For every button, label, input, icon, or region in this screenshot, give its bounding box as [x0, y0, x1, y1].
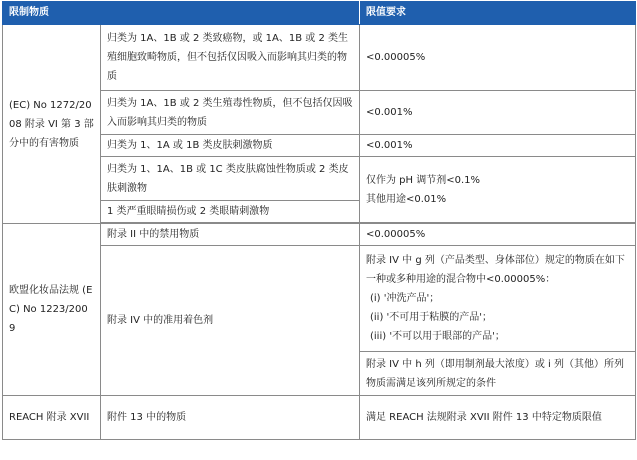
category-cosmetics-regulation: 欧盟化妆品法规 (EC) No 1223/2009 [3, 224, 101, 396]
limit-cell: 满足 REACH 法规附录 XVII 附件 13 中特定物质限值 [360, 396, 636, 440]
restriction-table [2, 1, 636, 440]
limit-line: (iii) '不可以用于眼部的产品'； [370, 331, 505, 342]
substance-cell: 归类为 1A、1B 或 2 类致癌物，或 1A、1B 或 2 类生殖细胞致畸物质，但不包括仅因吸入而影响其归类的物质 [101, 25, 360, 91]
table-row [3, 224, 636, 246]
table-row [3, 396, 636, 440]
substance-cell: 归类为 1、1A、1B 或 1C 类皮肤腐蚀性物质或 2 类皮肤刺激物 [101, 157, 360, 201]
limit-cell-ph [360, 157, 636, 223]
limit-line: (i) '冲洗产品'； [370, 293, 440, 304]
table-row [3, 25, 636, 91]
substance-cell: 附录 IV 中的准用着色剂 [101, 246, 360, 396]
table-header-row [3, 2, 636, 25]
limit-line: 附录 IV 中 g 列（产品类型、身体部位）规定的物质在如下一种或多种用途的混合物中<0.00005%： [366, 255, 625, 285]
limit-cell-colorants [360, 246, 636, 352]
limit-cell-extra: 附录 IV 中 h 列（即用制剂最大浓度）或 i 列（其他）所列物质需满足该列所规定的条件 [360, 352, 636, 396]
substance-cell: 归类为 1、1A 或 1B 类皮肤刺激物质 [101, 135, 360, 157]
category-clp-annex-vi: (EC) No 1272/2008 附录 VI 第 3 部分中的有害物质 [3, 25, 101, 224]
header-limit-requirement: 限值要求 [360, 2, 636, 25]
substance-cell: 附录 II 中的禁用物质 [101, 224, 360, 246]
limit-cell: <0.00005% [360, 224, 636, 246]
substance-cell: 1 类严重眼睛损伤或 2 类眼睛刺激物 [101, 201, 360, 223]
substance-cell: 附件 13 中的物质 [101, 396, 360, 440]
header-restricted-substances: 限制物质 [3, 2, 360, 25]
substance-cell: 归类为 1A、1B 或 2 类生殖毒性物质，但不包括仅因吸入而影响其归类的物质 [101, 91, 360, 135]
limit-cell: <0.001% [360, 135, 636, 157]
limit-cell: <0.001% [360, 91, 636, 135]
limit-cell: <0.00005% [360, 25, 636, 91]
limit-line: 其他用途<0.01% [366, 193, 447, 205]
limit-line: (ii) '不可用于粘膜的产品'； [370, 312, 493, 323]
limit-line: 仅作为 pH 调节剂<0.1% [366, 174, 481, 186]
category-reach-annex-xvii: REACH 附录 XVII [3, 396, 101, 440]
